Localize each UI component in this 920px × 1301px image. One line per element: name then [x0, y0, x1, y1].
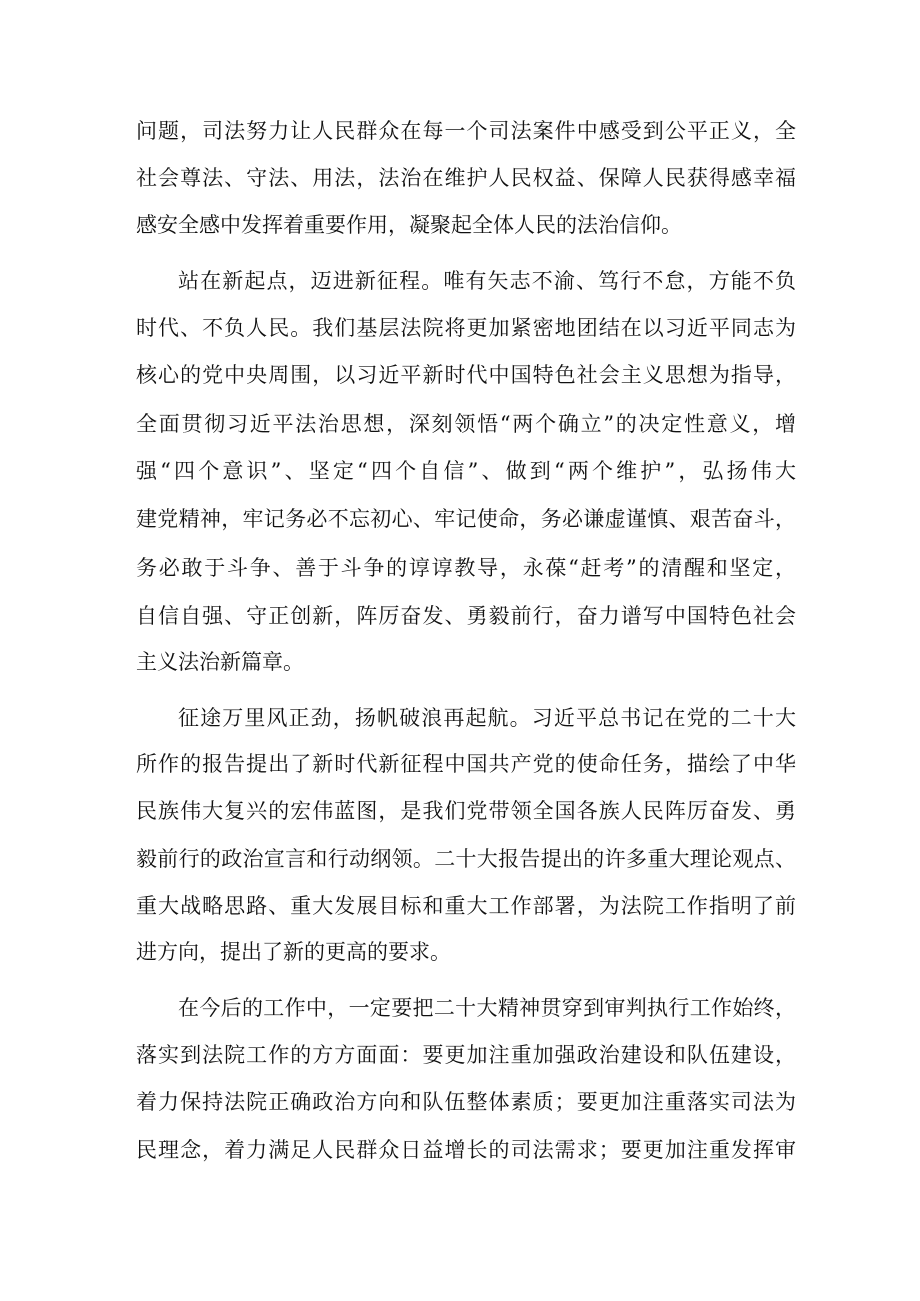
text-line: 落实到法院工作的方方面面：要更加注重加强政治建设和队伍建设， [136, 1043, 796, 1067]
text-line: 务必敢于斗争、善于斗争的谆谆教导，永葆“赶考”的清醒和坚定， [136, 556, 796, 580]
text-line: 问题，司法努力让人民群众在每一个司法案件中感受到公平正义，全 [136, 119, 796, 143]
paragraph-first-line: 征途万里风正劲，扬帆破浪再起航。习近平总书记在党的二十大 [178, 706, 796, 730]
text-line: 民族伟大复兴的宏伟蓝图，是我们党带领全国各族人民阵厉奋发、勇 [136, 799, 796, 823]
text-line: 着力保持法院正确政治方向和队伍整体素质；要更加注重落实司法为 [136, 1090, 796, 1114]
paragraph-first-line: 在今后的工作中，一定要把二十大精神贯穿到审判执行工作始终， [178, 996, 796, 1020]
text-line: 主义法治新篇章。 [136, 650, 304, 674]
text-line: 进方向，提出了新的更高的要求。 [136, 940, 451, 964]
text-line: 建党精神，牢记务必不忘初心、牢记使命，务必谦虚谨慎、艰苦奋斗， [136, 507, 796, 531]
text-line: 自信自强、守正创新，阵厉奋发、勇毅前行，奋力谱写中国特色社会 [136, 604, 796, 628]
text-line: 民理念，着力满足人民群众日益增长的司法需求；要更加注重发挥审 [136, 1138, 796, 1162]
text-line: 感安全感中发挥着重要作用，凝聚起全体人民的法治信仰。 [136, 213, 682, 237]
text-line: 全面贯彻习近平法治思想，深刻领悟“两个确立”的决定性意义，增 [136, 412, 796, 436]
text-line: 毅前行的政治宣言和行动纲领。二十大报告提出的许多重大理论观点、 [136, 847, 796, 871]
text-line: 时代、不负人民。我们基层法院将更加紧密地团结在以习近平同志为 [136, 316, 796, 340]
text-line: 社会尊法、守法、用法，法治在维护人民权益、保障人民获得感幸福 [136, 166, 796, 190]
text-line: 核心的党中央周围，以习近平新时代中国特色社会主义思想为指导， [136, 363, 796, 387]
text-line: 强“四个意识”、坚定“四个自信”、做到“两个维护”，弘扬伟大 [136, 459, 796, 483]
text-line: 所作的报告提出了新时代新征程中国共产党的使命任务，描绘了中华 [136, 752, 796, 776]
paragraph-first-line: 站在新起点，迈进新征程。唯有矢志不渝、笃行不怠，方能不负 [178, 269, 796, 293]
text-line: 重大战略思路、重大发展目标和重大工作部署，为法院工作指明了前 [136, 894, 796, 918]
